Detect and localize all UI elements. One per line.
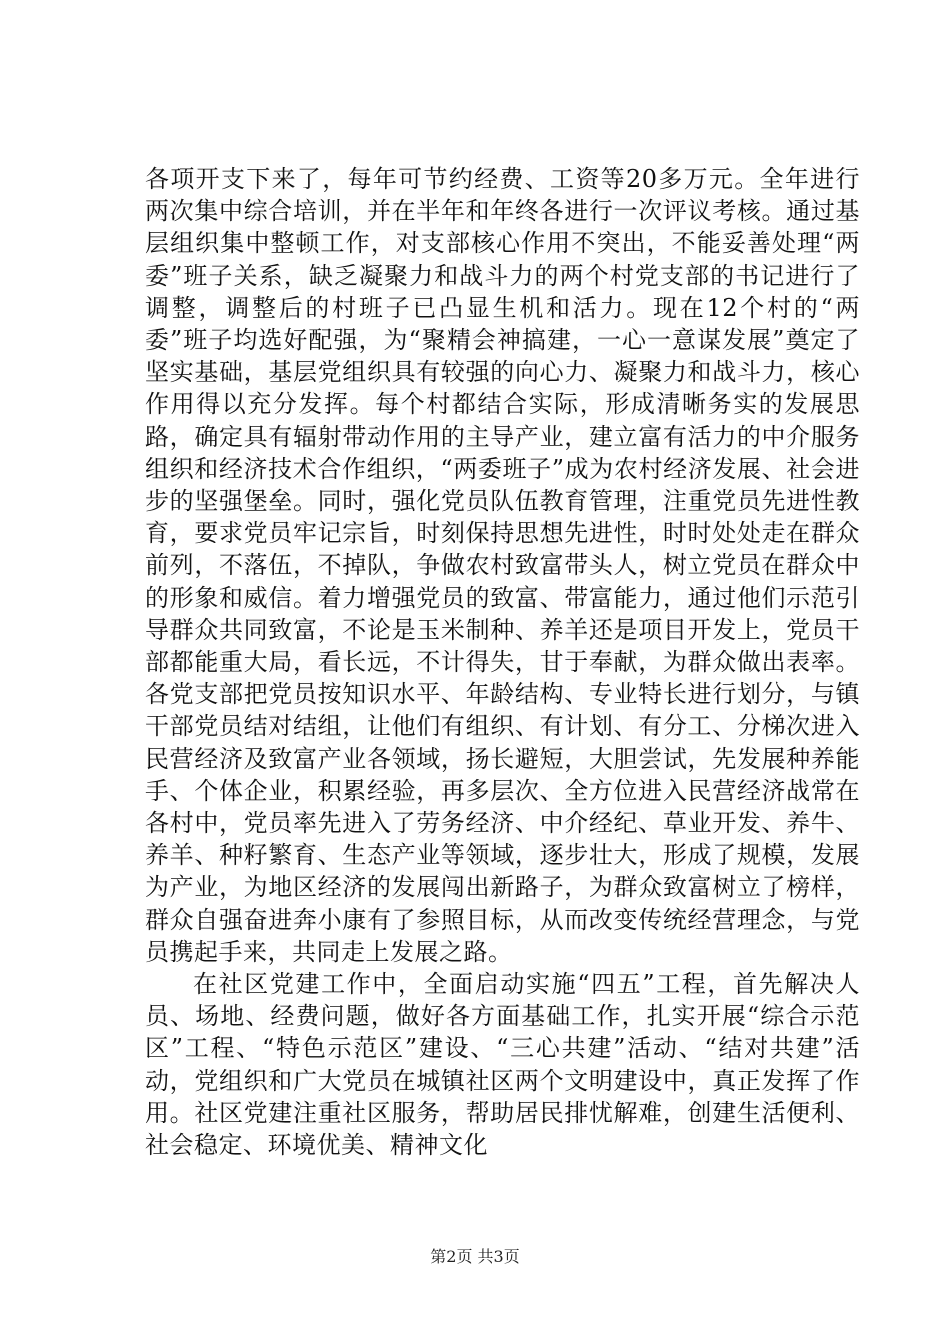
document-body — [145, 163, 860, 1161]
body-paragraph-1: 各项开支下来了，每年可节约经费、工资等20多万元。全年进行两次集中综合培训，并在半年和年终各进行一次评议考核。通过基层组织集中整顿工作，对支部核心作用不突出，不能妥善处理“两委”班子关系，缺乏凝聚力和战斗力的两个村党支部的书记进行了调整，调整后的村班子已凸显生机和活力。现在12个村的“两委”班子均选好配强，为“聚精会神搞建，一心一意谋发展”奠定了坚实基础，基层党组织具有较强的向心力、凝聚力和战斗力，核心作用得以充分发挥。每个村都结合实际，形成清晰务实的发展思路，确定具有辐射带动作用的主导产业，建立富有活力的中介服务组织和经济技术合作组织，“两委班子”成为农村经济发展、社会进步的坚强堡垒。同时，强化党员队伍教育管理，注重党员先进性教育，要求党员牢记宗旨，时刻保持思想先进性，时时处处走在群众前列，不落伍，不掉队，争做农村致富带头人，树立党员在群众中的形象和威信。着力增强党员的致富、带富能力，通过他们示范引导群众共同致富，不论是玉米制种、养羊还是项目开发上，党员干部都能重大局，看长远，不计得失，甘于奉献，为群众做出表率。各党支部把党员按知识水平、年龄结构、专业特长进行划分，与镇干部党员结对结组，让他们有组织、有计划、有分工、分梯次进入民营经济及致富产业各领域，扬长避短，大胆尝试，先发展种养能手、个体企业，积累经验，再多层次、全方位进入民营经济战常在各村中，党员率先进入了劳务经济、中介经纪、草业开发、养牛、养羊、种籽繁育、生态产业等领域，逐步壮大，形成了规模，发展为产业，为地区经济的发展闯出新路子，为群众致富树立了榜样，群众自强奋进奔小康有了参照目标，从而改变传统经营理念，与党员携起手来，共同走上发展之路。 — [145, 165, 860, 966]
body-paragraph-2: 在社区党建工作中，全面启动实施“四五”工程，首先解决人员、场地、经费问题，做好各方面基础工作，扎实开展“综合示范区”工程、“特色示范区”建设、“三心共建”活动、“结对共建”活动，党组织和广大党员在城镇社区两个文明建设中，真正发挥了作用。社区党建注重社区服务，帮助居民排忧解难，创建生活便利、社会稳定、环境优美、精神文化 — [145, 970, 860, 1160]
page-number-footer: 第2页 共3页 — [430, 1247, 520, 1266]
